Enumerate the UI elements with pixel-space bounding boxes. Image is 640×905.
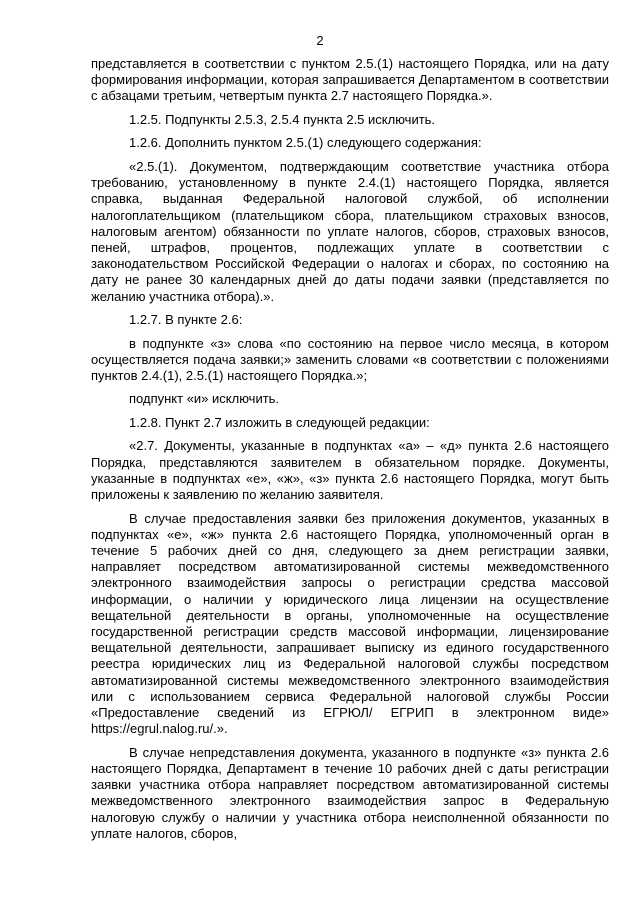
paragraph-subitem-z: в подпункте «з» слова «по состоянию на первое число месяца, в котором осуществляется подача заявки;» заменить словами «в соответствии с положениями пунктов 2.4.(1), 2.5.(1) настоящего Порядка.»; [91,335,609,383]
paragraph-2-5-1: «2.5.(1). Документом, подтверждающим соответствие участника отбора требованию, установленному в пункте 2.4.(1) настоящего Порядка, является справка, выданная Федеральной налоговой службой, об исполнении налогоплательщиком (плательщиком сбора, плательщиком страховых взносов, налоговым агентом) обязанности по уплате налогов, сборов, страховых взносов, пеней, штрафов, процентов, подлежащих уплате в соответствии с законодательством Российской Федерации о налогах и сборах, по состоянию на дату не ранее 30 календарных дней до даты подачи заявки (представляется по желанию участника отбора).». [91,158,609,304]
paragraph-2-7: «2.7. Документы, указанные в подпунктах «а» – «д» пункта 2.6 настоящего Порядка, представляются заявителем в обязательном порядке. Документы, указанные в подпунктах «е», «ж», «з» пункта 2.6 настоящего Порядка, могут быть приложены к заявлению по желанию заявителя. [91,438,609,503]
page-number: 2 [316,33,324,48]
paragraph-1-2-5: 1.2.5. Подпункты 2.5.3, 2.5.4 пункта 2.5 исключить. [129,111,436,127]
paragraph-request-procedure: В случае предоставления заявки без приложения документов, указанных в подпунктах «е», «ж» пункта 2.6 настоящего Порядка, уполномоченный орган в течение 5 рабочих дней со дня, следующего за днем регистрации заявки, направляет посредством автоматизированной системы межведомственного электронного взаимодействия запросы о регистрации средства массовой информации, о наличии у юридического лица лицензии на осуществление вещательной деятельности в органы, уполномоченные на осуществление государственной регистрации средств массовой информации, лицензирование вещательной деятельности, запрашивает выписку из единого государственного реестра юридических лиц из Федеральной налоговой службы посредством автоматизированной системы межведомственного электронного взаимодействия или с использованием сервиса Федеральной налоговой службы России «Предоставление сведений из ЕГРЮЛ/ ЕГРИП в электронном виде» https://egrul.nalog.ru/.». [91,510,609,737]
paragraph-1-2-8: 1.2.8. Пункт 2.7 изложить в следующей редакции: [129,414,430,430]
paragraph-1-2-6: 1.2.6. Дополнить пунктом 2.5.(1) следующего содержания: [129,135,482,151]
document-body [91,56,609,849]
paragraph-1-2-7: 1.2.7. В пункте 2.6: [129,312,243,328]
paragraph-continuation: представляется в соответствии с пунктом 2.5.(1) настоящего Порядка, или на дату формирования информации, которая запрашивается Департаментом в соответствии с абзацами третьим, четвертым пункта 2.7 настоящего Порядка.». [91,56,609,104]
paragraph-nonsubmission: В случае непредставления документа, указанного в подпункте «з» пункта 2.6 настоящего Порядка, Департамент в течение 10 рабочих дней с даты регистрации заявки участника отбора направляет посредством автоматизированной системы межведомственного электронного взаимодействия запрос в Федеральную налоговую службу о наличии у участника отбора неисполненной обязанности по уплате налогов, сборов, [91,744,609,841]
paragraph-subitem-i: подпункт «и» исключить. [129,391,280,407]
